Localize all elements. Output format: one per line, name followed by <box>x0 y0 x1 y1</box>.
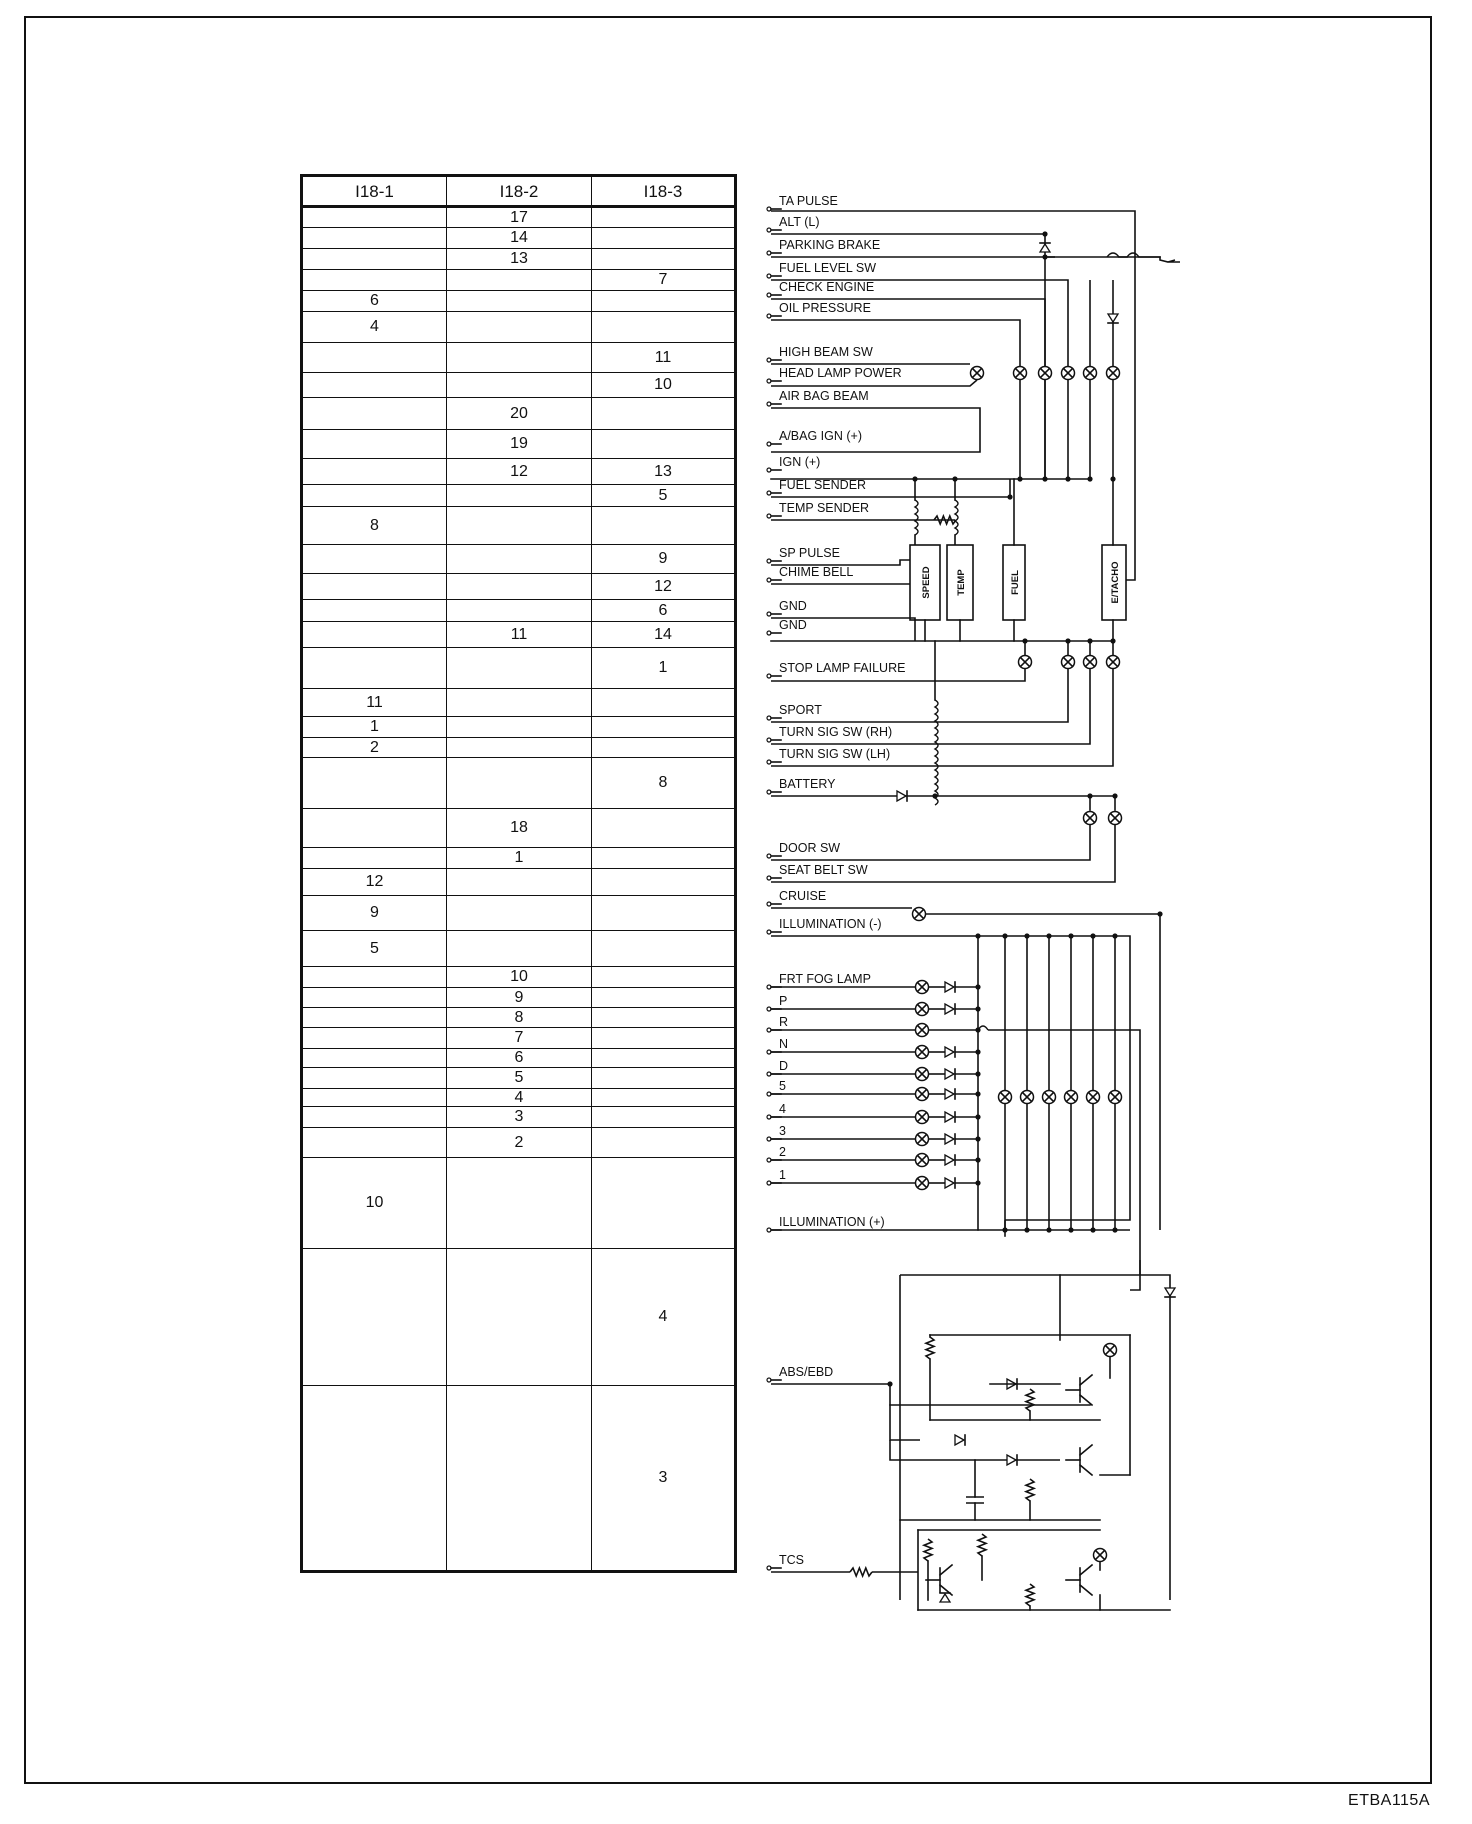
pin-cell-i18-2: 2 <box>447 1128 592 1158</box>
table-row <box>302 545 736 574</box>
pin-cell-i18-1: 1 <box>302 717 447 738</box>
pin-cell-i18-2: 6 <box>447 1049 592 1068</box>
pin-cell-i18-3 <box>592 689 736 717</box>
pin-cell-i18-2 <box>447 600 592 622</box>
table-row <box>302 507 736 545</box>
table-row <box>302 343 736 373</box>
pin-cell-i18-2 <box>447 574 592 600</box>
table-body <box>302 207 736 1572</box>
transistor-icon <box>1080 1375 1092 1385</box>
pin-cell-i18-1: 9 <box>302 896 447 931</box>
gauge-module-label: E/TACHO <box>1110 561 1121 604</box>
table-row <box>302 717 736 738</box>
pin-cell-i18-1: 11 <box>302 689 447 717</box>
pin-cell-i18-2: 12 <box>447 459 592 485</box>
junction-dot <box>975 1071 980 1076</box>
pin-cell-i18-2 <box>447 758 592 809</box>
pin-cell-i18-1: 8 <box>302 507 447 545</box>
junction-dot <box>1157 911 1162 916</box>
pin-cell-i18-2: 5 <box>447 1068 592 1089</box>
wire <box>771 380 977 386</box>
coil-icon <box>935 700 938 805</box>
junction-dot <box>1087 476 1092 481</box>
table-row <box>302 869 736 896</box>
pin-cell-i18-2: 20 <box>447 398 592 430</box>
pin-cell-i18-3 <box>592 228 736 249</box>
pin-cell-i18-3 <box>592 988 736 1008</box>
table-row <box>302 1158 736 1249</box>
wire <box>890 1384 920 1440</box>
signal-label: ILLUMINATION (+) <box>779 1215 885 1229</box>
pin-cell-i18-3: 14 <box>592 622 736 648</box>
pin-cell-i18-1 <box>302 485 447 507</box>
pin-cell-i18-3: 11 <box>592 343 736 373</box>
signal-label: P <box>779 994 788 1008</box>
signal-label: SP PULSE <box>779 546 840 560</box>
pin-cell-i18-2 <box>447 896 592 931</box>
pin-cell-i18-3 <box>592 1089 736 1107</box>
pin-cell-i18-1 <box>302 228 447 249</box>
pin-cell-i18-3: 7 <box>592 270 736 291</box>
pin-cell-i18-1 <box>302 459 447 485</box>
gauge-module-label: TEMP <box>956 569 967 596</box>
pin-cell-i18-3 <box>592 1068 736 1089</box>
resistor-icon <box>850 1568 872 1576</box>
table-row <box>302 1107 736 1128</box>
transistor-icon <box>1080 1445 1092 1455</box>
diode-icon <box>897 791 906 801</box>
table-row <box>302 648 736 689</box>
signal-label: 1 <box>779 1168 786 1182</box>
table-row <box>302 459 736 485</box>
pin-cell-i18-3 <box>592 869 736 896</box>
pin-cell-i18-1 <box>302 270 447 291</box>
pin-cell-i18-3 <box>592 249 736 270</box>
table-row <box>302 967 736 988</box>
signal-label: FUEL SENDER <box>779 478 867 492</box>
pin-cell-i18-2 <box>447 869 592 896</box>
diode-icon <box>1165 1288 1175 1296</box>
table-row <box>302 1128 736 1158</box>
coil-icon <box>955 500 958 535</box>
table-row <box>302 1089 736 1107</box>
pin-cell-i18-1 <box>302 758 447 809</box>
table-row <box>302 1049 736 1068</box>
pin-cell-i18-2 <box>447 1386 592 1572</box>
signal-label: 3 <box>779 1124 786 1138</box>
diode-icon <box>945 1178 954 1188</box>
pin-cell-i18-1 <box>302 343 447 373</box>
junction-dot <box>975 1114 980 1119</box>
junction-dot <box>975 1180 980 1185</box>
table-header-row <box>302 176 736 207</box>
junction-dot <box>1007 494 1012 499</box>
pin-cell-i18-2 <box>447 738 592 758</box>
pin-cell-i18-3: 4 <box>592 1249 736 1386</box>
pin-cell-i18-1 <box>302 1128 447 1158</box>
signal-label: OIL PRESSURE <box>779 301 871 315</box>
table-row <box>302 430 736 459</box>
pin-cell-i18-1 <box>302 622 447 648</box>
pin-cell-i18-2: 1 <box>447 848 592 869</box>
signal-label: HEAD LAMP POWER <box>779 366 902 380</box>
pin-cell-i18-3: 13 <box>592 459 736 485</box>
transistor-icon <box>1080 1465 1092 1475</box>
signal-label: HIGH BEAM SW <box>779 345 873 359</box>
wire <box>988 1030 1140 1290</box>
pin-cell-i18-1: 4 <box>302 312 447 343</box>
signal-label: CRUISE <box>779 889 827 903</box>
signal-label: FUEL LEVEL SW <box>779 261 877 275</box>
pin-cell-i18-3 <box>592 312 736 343</box>
pin-cell-i18-2 <box>447 343 592 373</box>
junction-dot <box>1017 476 1022 481</box>
pin-cell-i18-3 <box>592 967 736 988</box>
pin-cell-i18-2 <box>447 1158 592 1249</box>
table-row <box>302 1008 736 1028</box>
resistor-icon <box>924 1539 932 1561</box>
table-row <box>302 228 736 249</box>
pin-cell-i18-1 <box>302 600 447 622</box>
pin-cell-i18-2 <box>447 507 592 545</box>
junction-dot <box>975 1006 980 1011</box>
pin-cell-i18-3 <box>592 738 736 758</box>
diode-icon <box>945 1089 954 1099</box>
signal-label: CHECK ENGINE <box>779 280 875 294</box>
signal-label: GND <box>779 618 807 632</box>
signal-label: IGN (+) <box>779 455 821 469</box>
resistor-icon <box>1026 1389 1034 1411</box>
signal-label: TURN SIG SW (LH) <box>779 747 891 761</box>
wire <box>900 1275 1170 1300</box>
coil-icon <box>915 500 918 535</box>
pin-cell-i18-1 <box>302 988 447 1008</box>
pin-cell-i18-1 <box>302 1049 447 1068</box>
transistor-icon <box>1080 1585 1092 1595</box>
pin-cell-i18-1 <box>302 848 447 869</box>
table-row <box>302 931 736 967</box>
junction-dot <box>975 1157 980 1162</box>
junction-dot <box>1042 476 1047 481</box>
pin-cell-i18-2: 9 <box>447 988 592 1008</box>
pin-cell-i18-1 <box>302 398 447 430</box>
pin-cell-i18-2 <box>447 485 592 507</box>
pin-cell-i18-2: 13 <box>447 249 592 270</box>
gauge-module-label: FUEL <box>1010 570 1021 595</box>
pin-cell-i18-2 <box>447 270 592 291</box>
pin-cell-i18-1 <box>302 648 447 689</box>
pin-cell-i18-1 <box>302 373 447 398</box>
signal-label: AIR BAG BEAM <box>779 389 869 403</box>
pin-cell-i18-3: 6 <box>592 600 736 622</box>
pin-cell-i18-3 <box>592 1008 736 1028</box>
pin-cell-i18-3 <box>592 848 736 869</box>
pin-cell-i18-1: 6 <box>302 291 447 312</box>
pin-cell-i18-2: 19 <box>447 430 592 459</box>
pin-cell-i18-1 <box>302 1008 447 1028</box>
resistor-icon <box>926 1337 934 1359</box>
table-row <box>302 1068 736 1089</box>
pin-cell-i18-2: 8 <box>447 1008 592 1028</box>
diode-icon <box>955 1435 964 1445</box>
pin-cell-i18-1 <box>302 545 447 574</box>
table-row <box>302 689 736 717</box>
junction-dot <box>1065 476 1070 481</box>
wire <box>771 560 910 565</box>
pin-cell-i18-2: 17 <box>447 207 592 228</box>
pin-cell-i18-2: 11 <box>447 622 592 648</box>
junction-dot <box>1042 231 1047 236</box>
signal-label: 2 <box>779 1145 786 1159</box>
pin-cell-i18-2 <box>447 1249 592 1386</box>
pin-cell-i18-2 <box>447 648 592 689</box>
diode-icon <box>1007 1455 1016 1465</box>
pin-cell-i18-3 <box>592 1158 736 1249</box>
junction-dot <box>975 1091 980 1096</box>
table-row <box>302 988 736 1008</box>
table-row <box>302 758 736 809</box>
signal-label: SPORT <box>779 703 822 717</box>
pin-cell-i18-3 <box>592 1128 736 1158</box>
pin-cell-i18-1 <box>302 1089 447 1107</box>
pin-cell-i18-1: 2 <box>302 738 447 758</box>
diode-icon <box>945 1134 954 1144</box>
table-row <box>302 1028 736 1049</box>
junction-dot <box>975 1136 980 1141</box>
table-row <box>302 291 736 312</box>
pin-cell-i18-2: 3 <box>447 1107 592 1128</box>
diode-icon <box>945 1004 954 1014</box>
pin-cell-i18-1 <box>302 809 447 848</box>
pin-cell-i18-2: 14 <box>447 228 592 249</box>
transistor-icon <box>1080 1565 1092 1575</box>
figure-code: ETBA115A <box>1348 1792 1430 1809</box>
table-row <box>302 312 736 343</box>
signal-label: A/BAG IGN (+) <box>779 429 863 443</box>
column-header-i18-1: I18-1 <box>302 176 447 207</box>
gauge-module-label: SPEED <box>921 566 932 599</box>
pin-cell-i18-3 <box>592 896 736 931</box>
signal-label: TEMP SENDER <box>779 501 870 515</box>
diode-icon <box>945 982 954 992</box>
table-row <box>302 270 736 291</box>
resistor-icon <box>1026 1584 1034 1606</box>
diode-icon <box>1108 314 1118 322</box>
pin-cell-i18-1 <box>302 1249 447 1386</box>
signal-label: CHIME BELL <box>779 565 854 579</box>
diode-icon <box>1040 244 1050 252</box>
table-row <box>302 622 736 648</box>
signal-label: BATTERY <box>779 777 836 791</box>
signal-label: R <box>779 1015 789 1029</box>
wiring-schematic <box>740 150 1180 1640</box>
pin-cell-i18-1: 5 <box>302 931 447 967</box>
junction-dot <box>975 984 980 989</box>
pin-cell-i18-2: 10 <box>447 967 592 988</box>
pin-cell-i18-2: 4 <box>447 1089 592 1107</box>
pin-cell-i18-3 <box>592 717 736 738</box>
pin-cell-i18-3 <box>592 1107 736 1128</box>
signal-label: ABS/EBD <box>779 1365 834 1379</box>
pin-cell-i18-3: 12 <box>592 574 736 600</box>
pin-cell-i18-2 <box>447 545 592 574</box>
signal-label: ALT (L) <box>779 215 820 229</box>
wire <box>890 1440 1060 1460</box>
pin-cell-i18-3: 8 <box>592 758 736 809</box>
table-row <box>302 738 736 758</box>
diode-icon <box>945 1069 954 1079</box>
pin-cell-i18-3 <box>592 291 736 312</box>
signal-label: N <box>779 1037 789 1051</box>
pin-cell-i18-3 <box>592 1028 736 1049</box>
pin-cell-i18-2 <box>447 312 592 343</box>
table-row <box>302 600 736 622</box>
signal-label: SEAT BELT SW <box>779 863 868 877</box>
table-row <box>302 249 736 270</box>
signal-label: FRT FOG LAMP <box>779 972 871 986</box>
signal-label: TURN SIG SW (RH) <box>779 725 893 739</box>
pin-cell-i18-3: 5 <box>592 485 736 507</box>
signal-label: PARKING BRAKE <box>779 238 881 252</box>
pin-cell-i18-3 <box>592 207 736 228</box>
table-row <box>302 485 736 507</box>
pin-cell-i18-1 <box>302 249 447 270</box>
pin-cell-i18-2: 7 <box>447 1028 592 1049</box>
diode-icon <box>945 1047 954 1057</box>
table-row <box>302 809 736 848</box>
signal-label: 4 <box>779 1102 786 1116</box>
wire <box>771 320 1020 366</box>
pin-cell-i18-1 <box>302 1386 447 1572</box>
pin-cell-i18-1 <box>302 1107 447 1128</box>
table-row <box>302 373 736 398</box>
transistor-icon <box>1080 1395 1092 1405</box>
table-row <box>302 574 736 600</box>
pin-cell-i18-2 <box>447 373 592 398</box>
resistor-icon <box>978 1534 986 1556</box>
pin-cell-i18-3 <box>592 430 736 459</box>
table-row <box>302 1249 736 1386</box>
pin-cell-i18-2 <box>447 717 592 738</box>
pin-cell-i18-2 <box>447 931 592 967</box>
pin-cell-i18-2 <box>447 291 592 312</box>
signal-label: STOP LAMP FAILURE <box>779 661 906 675</box>
pin-cell-i18-1: 12 <box>302 869 447 896</box>
transistor-icon <box>940 1565 952 1575</box>
table-row <box>302 896 736 931</box>
diode-icon <box>945 1112 954 1122</box>
pin-cell-i18-3 <box>592 507 736 545</box>
junction-dot <box>975 933 980 938</box>
signal-label: GND <box>779 599 807 613</box>
pin-cell-i18-3 <box>592 1049 736 1068</box>
pin-cell-i18-3: 1 <box>592 648 736 689</box>
pin-cell-i18-1 <box>302 1028 447 1049</box>
pin-cell-i18-3: 10 <box>592 373 736 398</box>
pin-cell-i18-3: 3 <box>592 1386 736 1572</box>
pin-cell-i18-3: 9 <box>592 545 736 574</box>
pin-cell-i18-1 <box>302 1068 447 1089</box>
pin-cell-i18-1 <box>302 207 447 228</box>
signal-label: DOOR SW <box>779 841 841 855</box>
diode-icon <box>945 1155 954 1165</box>
resistor-icon <box>1026 1479 1034 1501</box>
pin-cell-i18-1 <box>302 574 447 600</box>
signal-label: ILLUMINATION (-) <box>779 917 882 931</box>
table-row <box>302 848 736 869</box>
column-header-i18-2: I18-2 <box>447 176 592 207</box>
column-header-i18-3: I18-3 <box>592 176 736 207</box>
table-row <box>302 398 736 430</box>
pin-cell-i18-1: 10 <box>302 1158 447 1249</box>
pin-cell-i18-1 <box>302 967 447 988</box>
pin-cell-i18-3 <box>592 809 736 848</box>
pin-cell-i18-3 <box>592 398 736 430</box>
pin-cell-i18-1 <box>302 430 447 459</box>
junction-dot <box>975 1049 980 1054</box>
diode-icon <box>940 1594 950 1602</box>
pin-cell-i18-2 <box>447 689 592 717</box>
connector-pin-table <box>300 174 737 1573</box>
signal-label: D <box>779 1059 789 1073</box>
table-row <box>302 1386 736 1572</box>
signal-label: TA PULSE <box>779 194 838 208</box>
pin-cell-i18-3 <box>592 931 736 967</box>
table-row <box>302 207 736 228</box>
signal-label: 5 <box>779 1079 786 1093</box>
signal-label: TCS <box>779 1553 804 1567</box>
pin-cell-i18-2: 18 <box>447 809 592 848</box>
